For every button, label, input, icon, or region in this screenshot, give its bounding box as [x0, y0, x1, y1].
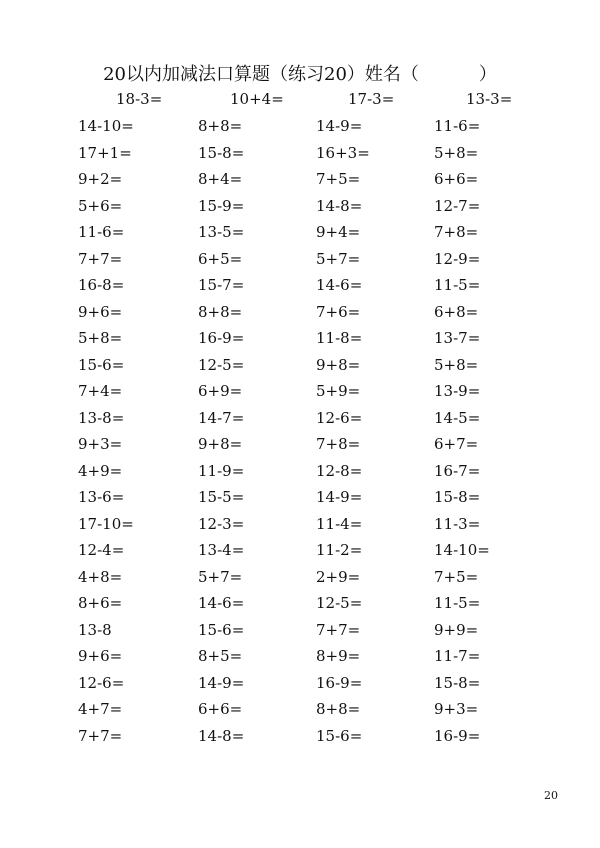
problem-cell: 15-8= — [198, 143, 245, 162]
problem-row — [0, 594, 600, 621]
problem-cell: 16-9= — [198, 329, 245, 347]
problem-cell: 6+8= — [434, 302, 479, 321]
problem-cell: 2+9= — [316, 567, 361, 586]
problem-cell: 14-10= — [434, 541, 490, 559]
problem-cell: 5+8= — [78, 329, 123, 347]
problem-cell: 9+9= — [434, 620, 479, 639]
problem-row — [0, 356, 600, 383]
problem-cell: 5+6= — [78, 196, 123, 215]
problem-row — [0, 568, 600, 595]
problem-cell: 15-8= — [434, 488, 481, 506]
problem-cell: 12-3= — [198, 514, 245, 533]
problem-cell: 5+8= — [434, 143, 479, 162]
problem-row — [0, 382, 600, 409]
problem-cell: 12-6= — [316, 408, 363, 427]
problem-cell: 15-9= — [198, 196, 245, 215]
problem-cell: 6+5= — [198, 249, 243, 268]
problem-cell: 15-5= — [198, 488, 245, 506]
problem-row — [0, 515, 600, 542]
problem-cell: 9+3= — [434, 700, 479, 718]
problem-cell: 7+5= — [434, 567, 479, 586]
problem-cell: 9+6= — [78, 647, 123, 665]
problem-cell: 14-9= — [316, 117, 363, 135]
problem-cell: 9+8= — [316, 355, 361, 374]
problem-row — [0, 674, 600, 701]
problem-cell: 6+6= — [434, 170, 479, 188]
problem-row — [0, 223, 600, 250]
problem-cell: 5+8= — [434, 355, 479, 374]
problem-cell: 14-9= — [316, 488, 363, 506]
problem-cell: 15-7= — [198, 276, 245, 294]
problem-row — [0, 409, 600, 436]
problem-cell: 14-7= — [198, 408, 245, 427]
problem-row — [0, 197, 600, 224]
problem-cell: 13-6= — [78, 488, 125, 506]
problem-cell: 8+8= — [316, 700, 361, 718]
problem-row — [0, 303, 600, 330]
problem-cell: 11-5= — [434, 594, 481, 612]
problem-cell: 13-7= — [434, 329, 481, 347]
problem-row — [0, 462, 600, 489]
problem-cell: 9+6= — [78, 302, 123, 321]
page-number: 20 — [544, 789, 558, 802]
problem-cell: 4+8= — [78, 567, 123, 586]
problem-row — [0, 250, 600, 277]
problem-cell: 15-8= — [434, 673, 481, 692]
problem-cell: 4+7= — [78, 700, 123, 718]
problem-cell: 11-4= — [316, 514, 363, 533]
problem-row — [0, 727, 600, 754]
problem-row — [0, 170, 600, 197]
title-text: 20以内加减法口算题（练习20）姓名（ — [103, 64, 419, 85]
problem-row — [0, 117, 600, 144]
header-problem-row — [0, 90, 600, 114]
problem-row — [0, 647, 600, 674]
problem-cell: 11-7= — [434, 647, 481, 665]
problem-cell: 14-10= — [78, 117, 134, 135]
problem-cell: 12-9= — [434, 249, 481, 268]
problem-row — [0, 621, 600, 648]
problem-cell: 14-8= — [316, 196, 363, 215]
problem-cell: 9+8= — [198, 435, 243, 453]
problem-cell: 14-9= — [198, 673, 245, 692]
problem-row — [0, 488, 600, 515]
problem-cell: 16-7= — [434, 461, 481, 480]
problem-cell: 11-6= — [78, 223, 125, 241]
problem-cell: 7+8= — [434, 223, 479, 241]
problem-cell: 8+9= — [316, 647, 361, 665]
worksheet-title — [0, 60, 600, 86]
problem-cell: 12-5= — [316, 594, 363, 612]
problem-cell: 7+8= — [316, 435, 361, 453]
problem-cell: 13-8= — [78, 408, 125, 427]
problem-row — [0, 700, 600, 727]
problem-cell: 6+6= — [198, 700, 243, 718]
problem-cell: 14-5= — [434, 408, 481, 427]
problem-cell: 17-10= — [78, 514, 134, 533]
problem-cell: 12-7= — [434, 196, 481, 215]
problem-cell: 14-6= — [316, 276, 363, 294]
problem-row — [0, 435, 600, 462]
problem-cell: 11-6= — [434, 117, 481, 135]
header-problem: 13-3= — [466, 90, 513, 108]
problem-cell: 6+7= — [434, 435, 479, 453]
problem-cell: 8+5= — [198, 647, 243, 665]
problem-cell: 11-8= — [316, 329, 363, 347]
problem-cell: 7+7= — [316, 620, 361, 639]
problem-cell: 5+7= — [198, 567, 243, 586]
problem-cell: 5+9= — [316, 382, 361, 400]
problem-cell: 17+1= — [78, 143, 132, 162]
problem-cell: 7+7= — [78, 726, 123, 745]
problem-cell: 6+9= — [198, 382, 243, 400]
problem-cell: 13-9= — [434, 382, 481, 400]
problem-cell: 12-8= — [316, 461, 363, 480]
problem-cell: 12-6= — [78, 673, 125, 692]
problem-row — [0, 329, 600, 356]
problem-cell: 5+7= — [316, 249, 361, 268]
problem-cell: 16-9= — [434, 726, 481, 745]
problem-cell: 13-8 — [78, 620, 112, 639]
problem-row — [0, 144, 600, 171]
header-problem: 10+4= — [230, 90, 284, 108]
problem-cell: 15-6= — [198, 620, 245, 639]
problem-cell: 14-8= — [198, 726, 245, 745]
problem-cell: 13-5= — [198, 223, 245, 241]
problem-cell: 15-6= — [78, 355, 125, 374]
problem-cell: 12-4= — [78, 541, 125, 559]
header-problem: 17-3= — [348, 90, 395, 108]
problem-cell: 9+4= — [316, 223, 361, 241]
problem-cell: 12-5= — [198, 355, 245, 374]
problem-cell: 7+4= — [78, 382, 123, 400]
problem-cell: 8+6= — [78, 594, 123, 612]
problem-row — [0, 276, 600, 303]
problem-cell: 9+2= — [78, 170, 123, 188]
problem-cell: 11-3= — [434, 514, 481, 533]
problem-cell: 7+5= — [316, 170, 361, 188]
problem-cell: 11-5= — [434, 276, 481, 294]
problem-cell: 13-4= — [198, 541, 245, 559]
problem-cell: 16-9= — [316, 673, 363, 692]
header-problem: 18-3= — [116, 90, 163, 108]
problem-cell: 15-6= — [316, 726, 363, 745]
problem-cell: 9+3= — [78, 435, 123, 453]
problem-cell: 16+3= — [316, 143, 370, 162]
problem-cell: 14-6= — [198, 594, 245, 612]
problem-cell: 11-2= — [316, 541, 363, 559]
problem-cell: 16-8= — [78, 276, 125, 294]
problem-cell: 8+8= — [198, 117, 243, 135]
problem-cell: 7+6= — [316, 302, 361, 321]
problem-cell: 11-9= — [198, 461, 245, 480]
problem-cell: 8+8= — [198, 302, 243, 321]
title-close-paren: ） — [478, 64, 497, 85]
problem-cell: 8+4= — [198, 170, 243, 188]
problem-cell: 7+7= — [78, 249, 123, 268]
problem-row — [0, 541, 600, 568]
problem-cell: 4+9= — [78, 461, 123, 480]
problem-grid — [0, 117, 600, 753]
